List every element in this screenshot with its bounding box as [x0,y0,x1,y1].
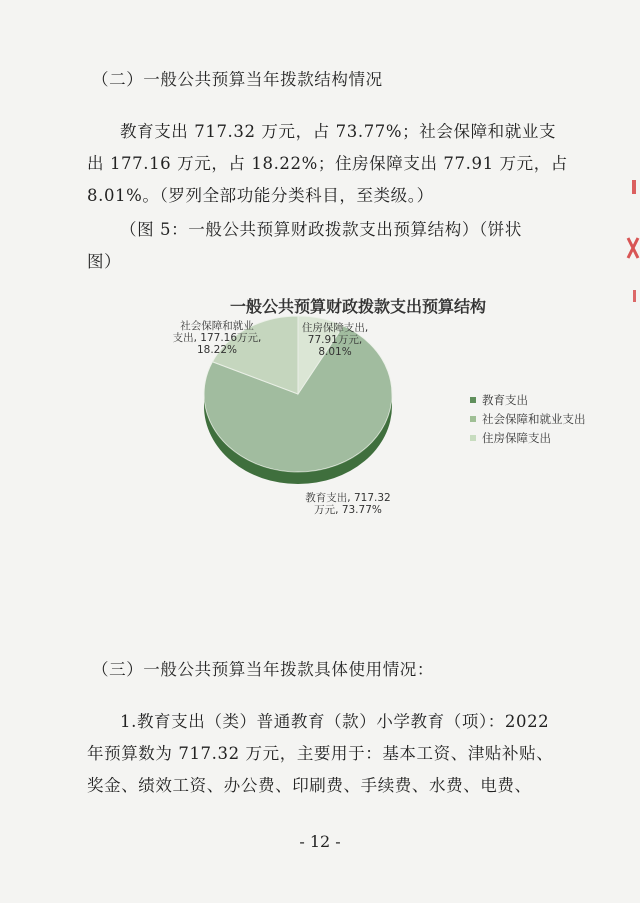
data-label-line: 77.91万元, [307,334,363,346]
data-label-line: 支出, 177.16万元, [172,332,262,344]
page-number: - 12 - [299,832,341,851]
data-label-line: 住房保障支出, [301,322,369,334]
pie-chart [160,284,620,534]
legend-item [470,409,586,428]
legend-swatch [470,416,476,422]
legend-swatch [470,435,476,441]
chart-title: 一般公共预算财政拨款支出预算结构 [230,297,487,316]
legend-label: 教育支出 [482,392,528,407]
paragraph-line: 奖金、绩效工资、办公费、印刷费、手续费、水费、电费、 [87,776,532,795]
red-seal-edge [624,178,640,308]
legend-label: 住房保障支出 [482,430,551,445]
legend-item [470,390,586,409]
legend-label: 社会保障和就业支出 [482,411,586,426]
data-label-line: 万元, 73.77% [314,504,382,516]
legend-item [470,428,586,447]
paragraph-line: 出 177.16 万元，占 18.22%；住房保障支出 77.91 万元，占 [87,154,568,173]
data-label-line: 8.01% [318,346,352,358]
data-label-housing [290,322,380,358]
chart-legend [470,390,586,447]
figure-caption: （图 5：一般公共预算财政拨款支出预算结构）（饼状 [120,220,522,239]
data-label-line: 18.22% [196,344,238,356]
paragraph-line: 教育支出 717.32 万元，占 73.77%；社会保障和就业支 [120,122,557,141]
paragraph-line: 年预算数为 717.32 万元，主要用于：基本工资、津贴补贴、 [87,744,554,763]
data-label-line: 社会保障和就业 [180,320,254,332]
data-label-social [162,320,272,356]
data-label-education [296,492,400,516]
paragraph-line: 8.01%。（罗列全部功能分类科目，至类级。） [87,186,434,205]
section-heading: （二）一般公共预算当年拨款结构情况 [92,70,383,89]
figure-caption: 图） [87,252,122,271]
section-heading: （三）一般公共预算当年拨款具体使用情况： [92,660,434,679]
legend-swatch [470,397,476,403]
paragraph-line: 1.教育支出（类）普通教育（款）小学教育（项）：2022 [120,712,550,731]
data-label-line: 教育支出, 717.32 [305,492,391,504]
